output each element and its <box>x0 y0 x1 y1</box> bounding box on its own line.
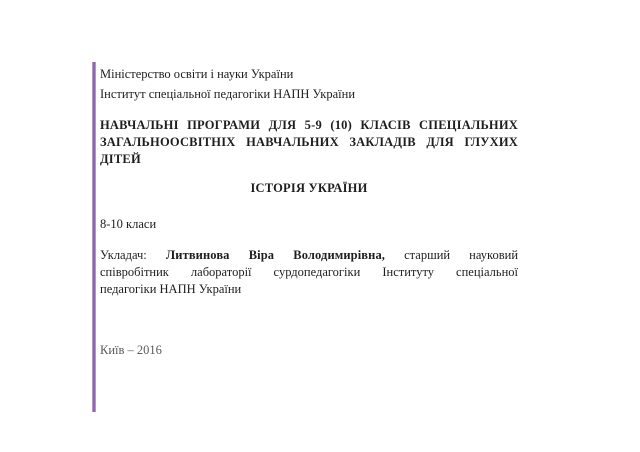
compiler-line-3: педагогіки НАПН України <box>100 282 242 296</box>
document-title-line-1: НАВЧАЛЬНІ ПРОГРАМИ ДЛЯ 5-9 (10) КЛАСІВ СПЕЦІАЛЬНИХ <box>100 118 518 132</box>
grades-line: 8-10 класи <box>100 217 157 231</box>
compiler-name: Литвинова Віра Володимирівна, <box>165 248 386 262</box>
compiler-paragraph <box>100 247 518 298</box>
ministry-line: Міністерство освіти і науки України <box>100 67 294 81</box>
compiler-prefix: Укладач: <box>100 248 166 262</box>
document-title-line-3: ДІТЕЙ <box>100 152 141 166</box>
compiler-line-1-rest: старший науковий <box>385 248 519 262</box>
title-page-content <box>100 64 518 359</box>
revision-change-bar <box>92 62 96 412</box>
document-title <box>100 117 518 168</box>
document-title-line-2: ЗАГАЛЬНООСВІТНІХ НАВЧАЛЬНИХ ЗАКЛАДІВ ДЛЯ ГЛУХИХ <box>100 135 518 149</box>
compiler-line-2: співробітник лабораторії сурдопедагогіки Інституту спеціальної <box>100 265 518 279</box>
subject-heading: ІСТОРІЯ УКРАЇНИ <box>250 181 368 195</box>
city-year-line: Київ – 2016 <box>100 343 162 357</box>
institute-line: Інститут спеціальної педагогіки НАПН України <box>100 87 356 101</box>
compiler-line-1 <box>100 247 518 264</box>
